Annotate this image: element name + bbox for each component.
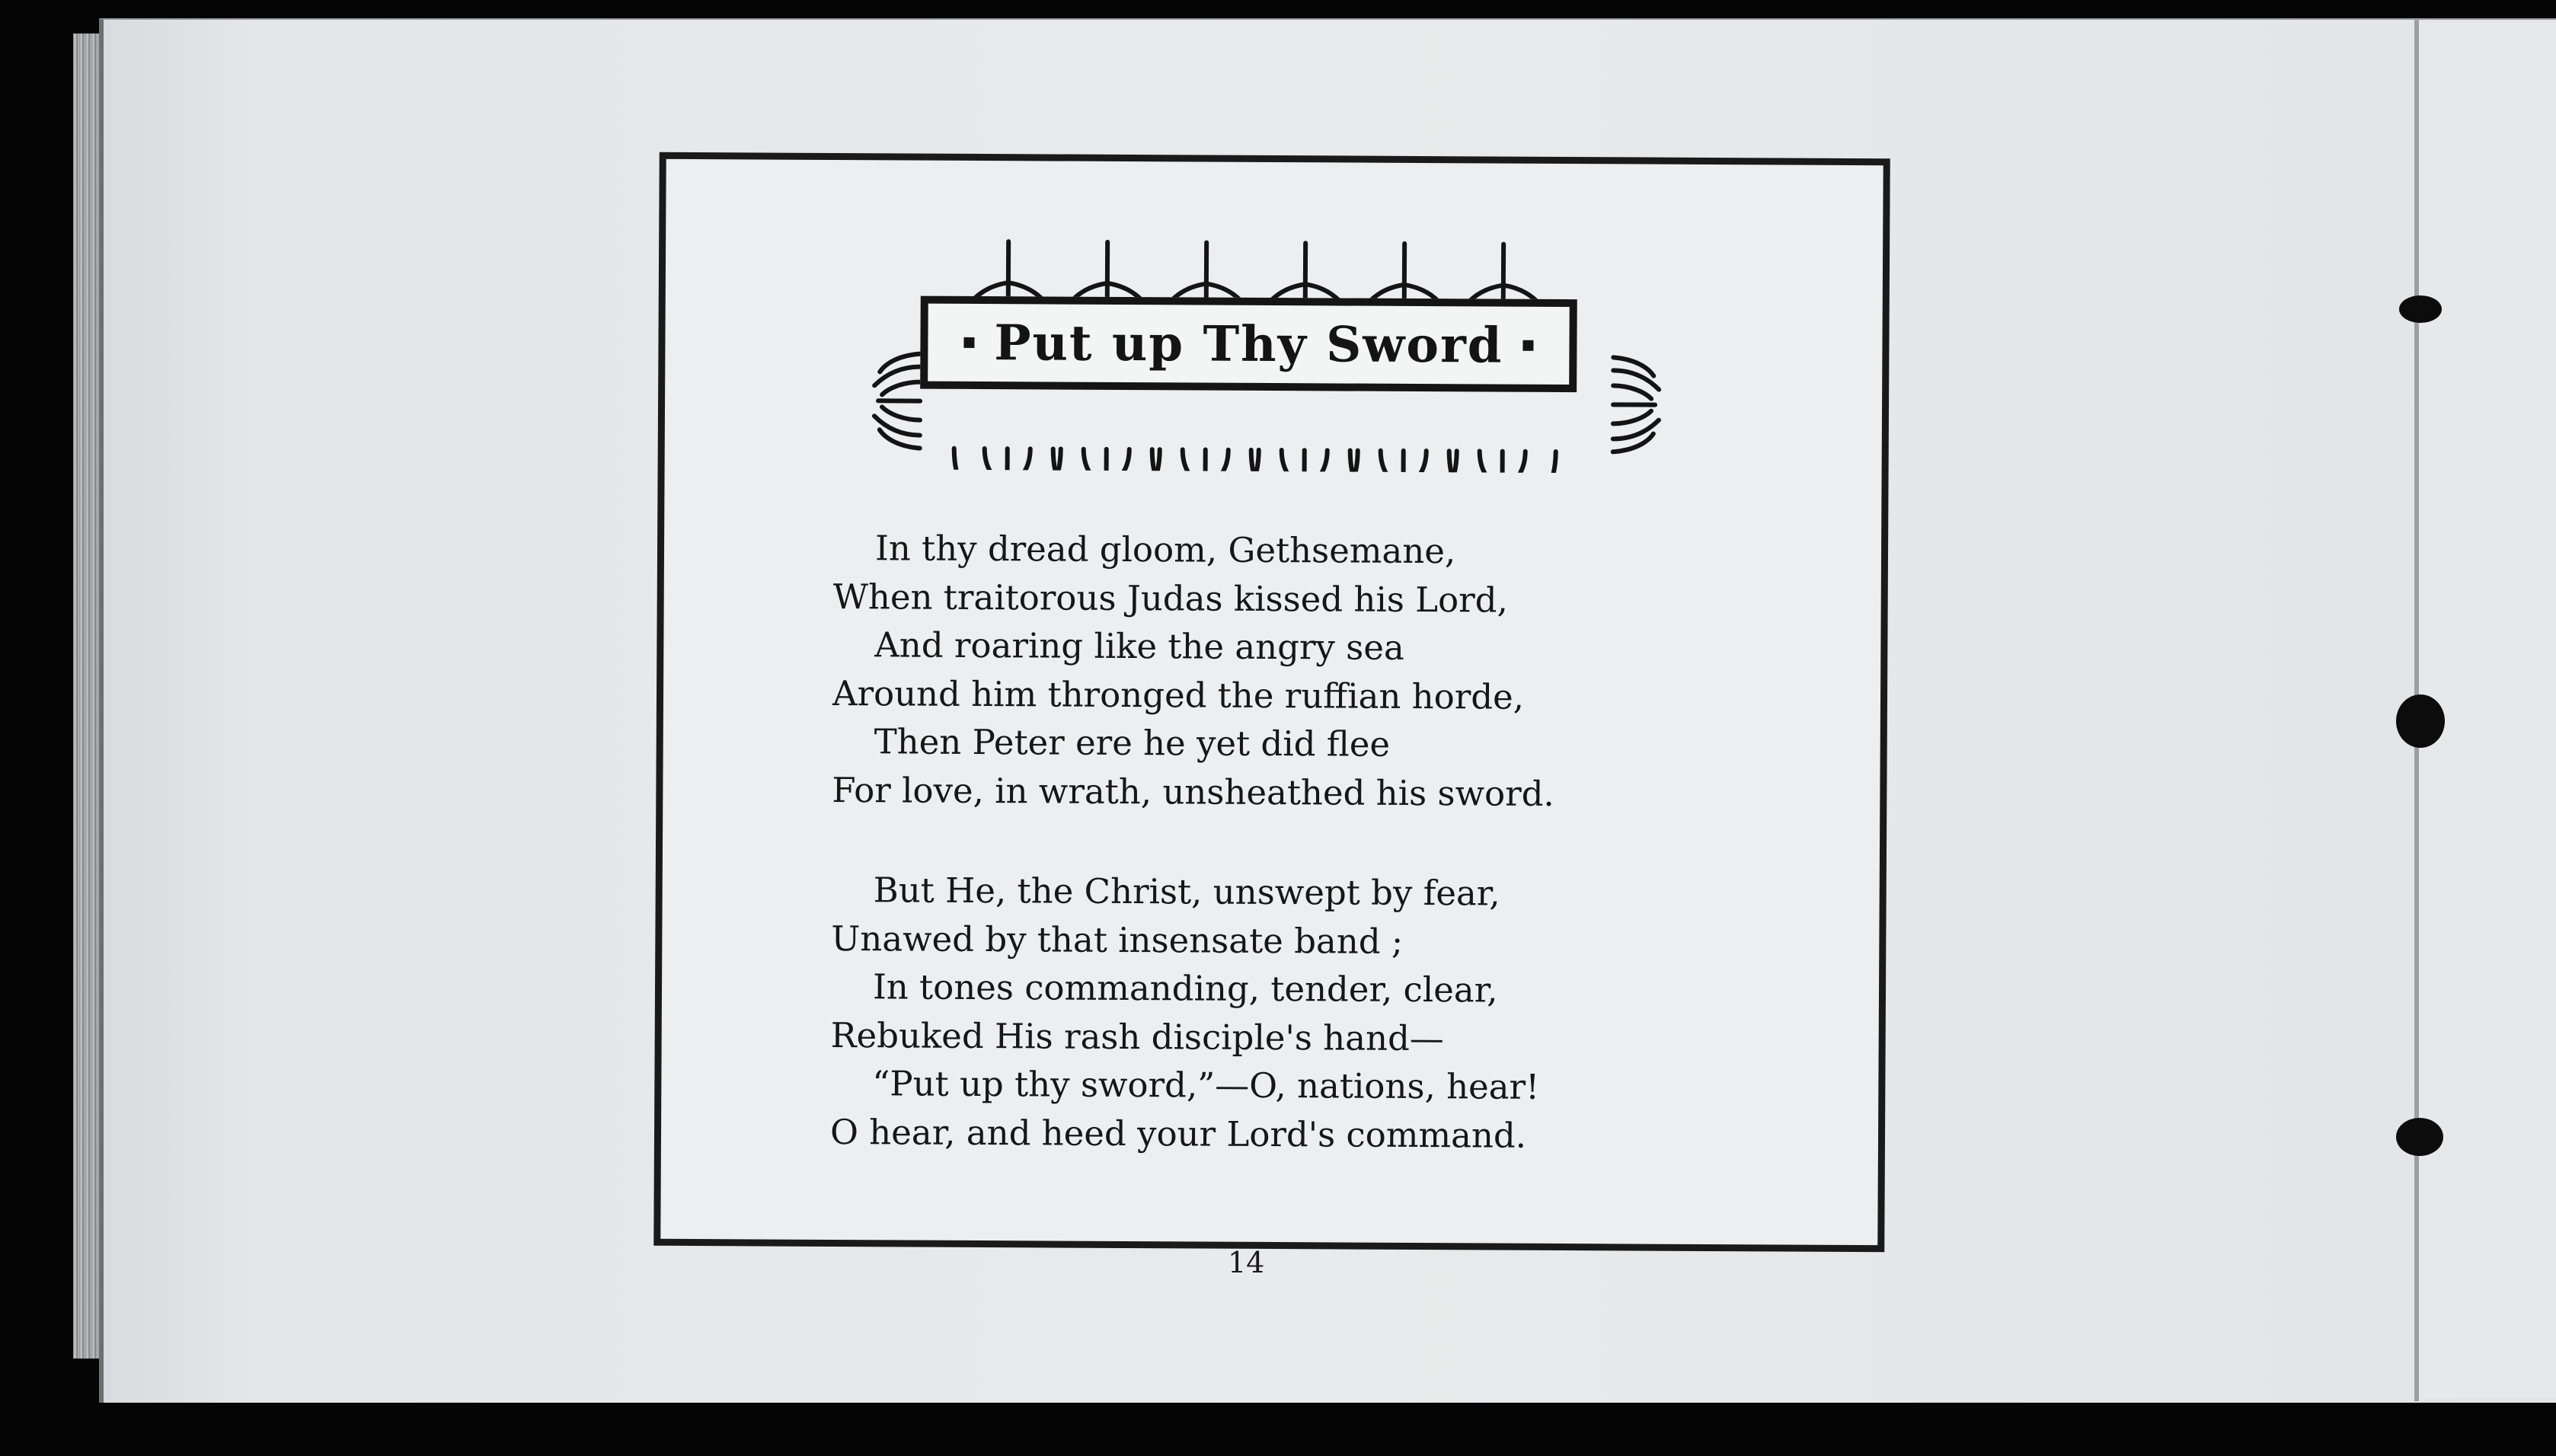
poem-frame: [653, 152, 1890, 1252]
poem-line: In thy dread gloom, Gethsemane,: [874, 528, 1456, 572]
stanza: [832, 524, 1747, 819]
poem-line: When traitorous Judas kissed his Lord,: [832, 576, 1508, 621]
poem-body: [830, 524, 1748, 1212]
poem-line: And roaring like the angry sea: [874, 624, 1404, 668]
ornament-right: [1613, 357, 1660, 452]
stanza: [830, 866, 1746, 1161]
binding-hole-bottom: [2396, 1118, 2443, 1156]
poem-line: In tones commanding, tender, clear,: [872, 966, 1498, 1011]
ornament-bottom: [954, 449, 1555, 474]
poem-line: “Put up thy sword,”—O, nations, hear!: [872, 1063, 1540, 1107]
poem-line: O hear, and heed your Lord's command.: [829, 1111, 1527, 1156]
ornament-left: [874, 353, 921, 448]
title-box: [920, 296, 1577, 393]
poem-line: But He, the Christ, unswept by fear,: [873, 870, 1500, 914]
title-dot-left: [963, 337, 974, 348]
binding-hole-middle: [2396, 694, 2445, 748]
poem-line: Rebuked His rash disciple's hand—: [830, 1014, 1444, 1058]
binding-hole-top: [2399, 295, 2442, 323]
page-edges: [73, 34, 99, 1359]
title-dot-right: [1522, 340, 1533, 351]
poem-line: Then Peter ere he yet did flee: [874, 721, 1391, 765]
poem-line: Unawed by that insensate band ;: [831, 918, 1404, 962]
page-number: 14: [1228, 1246, 1265, 1279]
poem-line: Around him thronged the ruffian horde,: [832, 672, 1525, 717]
poem-line: For love, in wrath, unsheathed his sword.: [832, 769, 1554, 814]
poem-title: Put up Thy Sword: [994, 314, 1503, 375]
